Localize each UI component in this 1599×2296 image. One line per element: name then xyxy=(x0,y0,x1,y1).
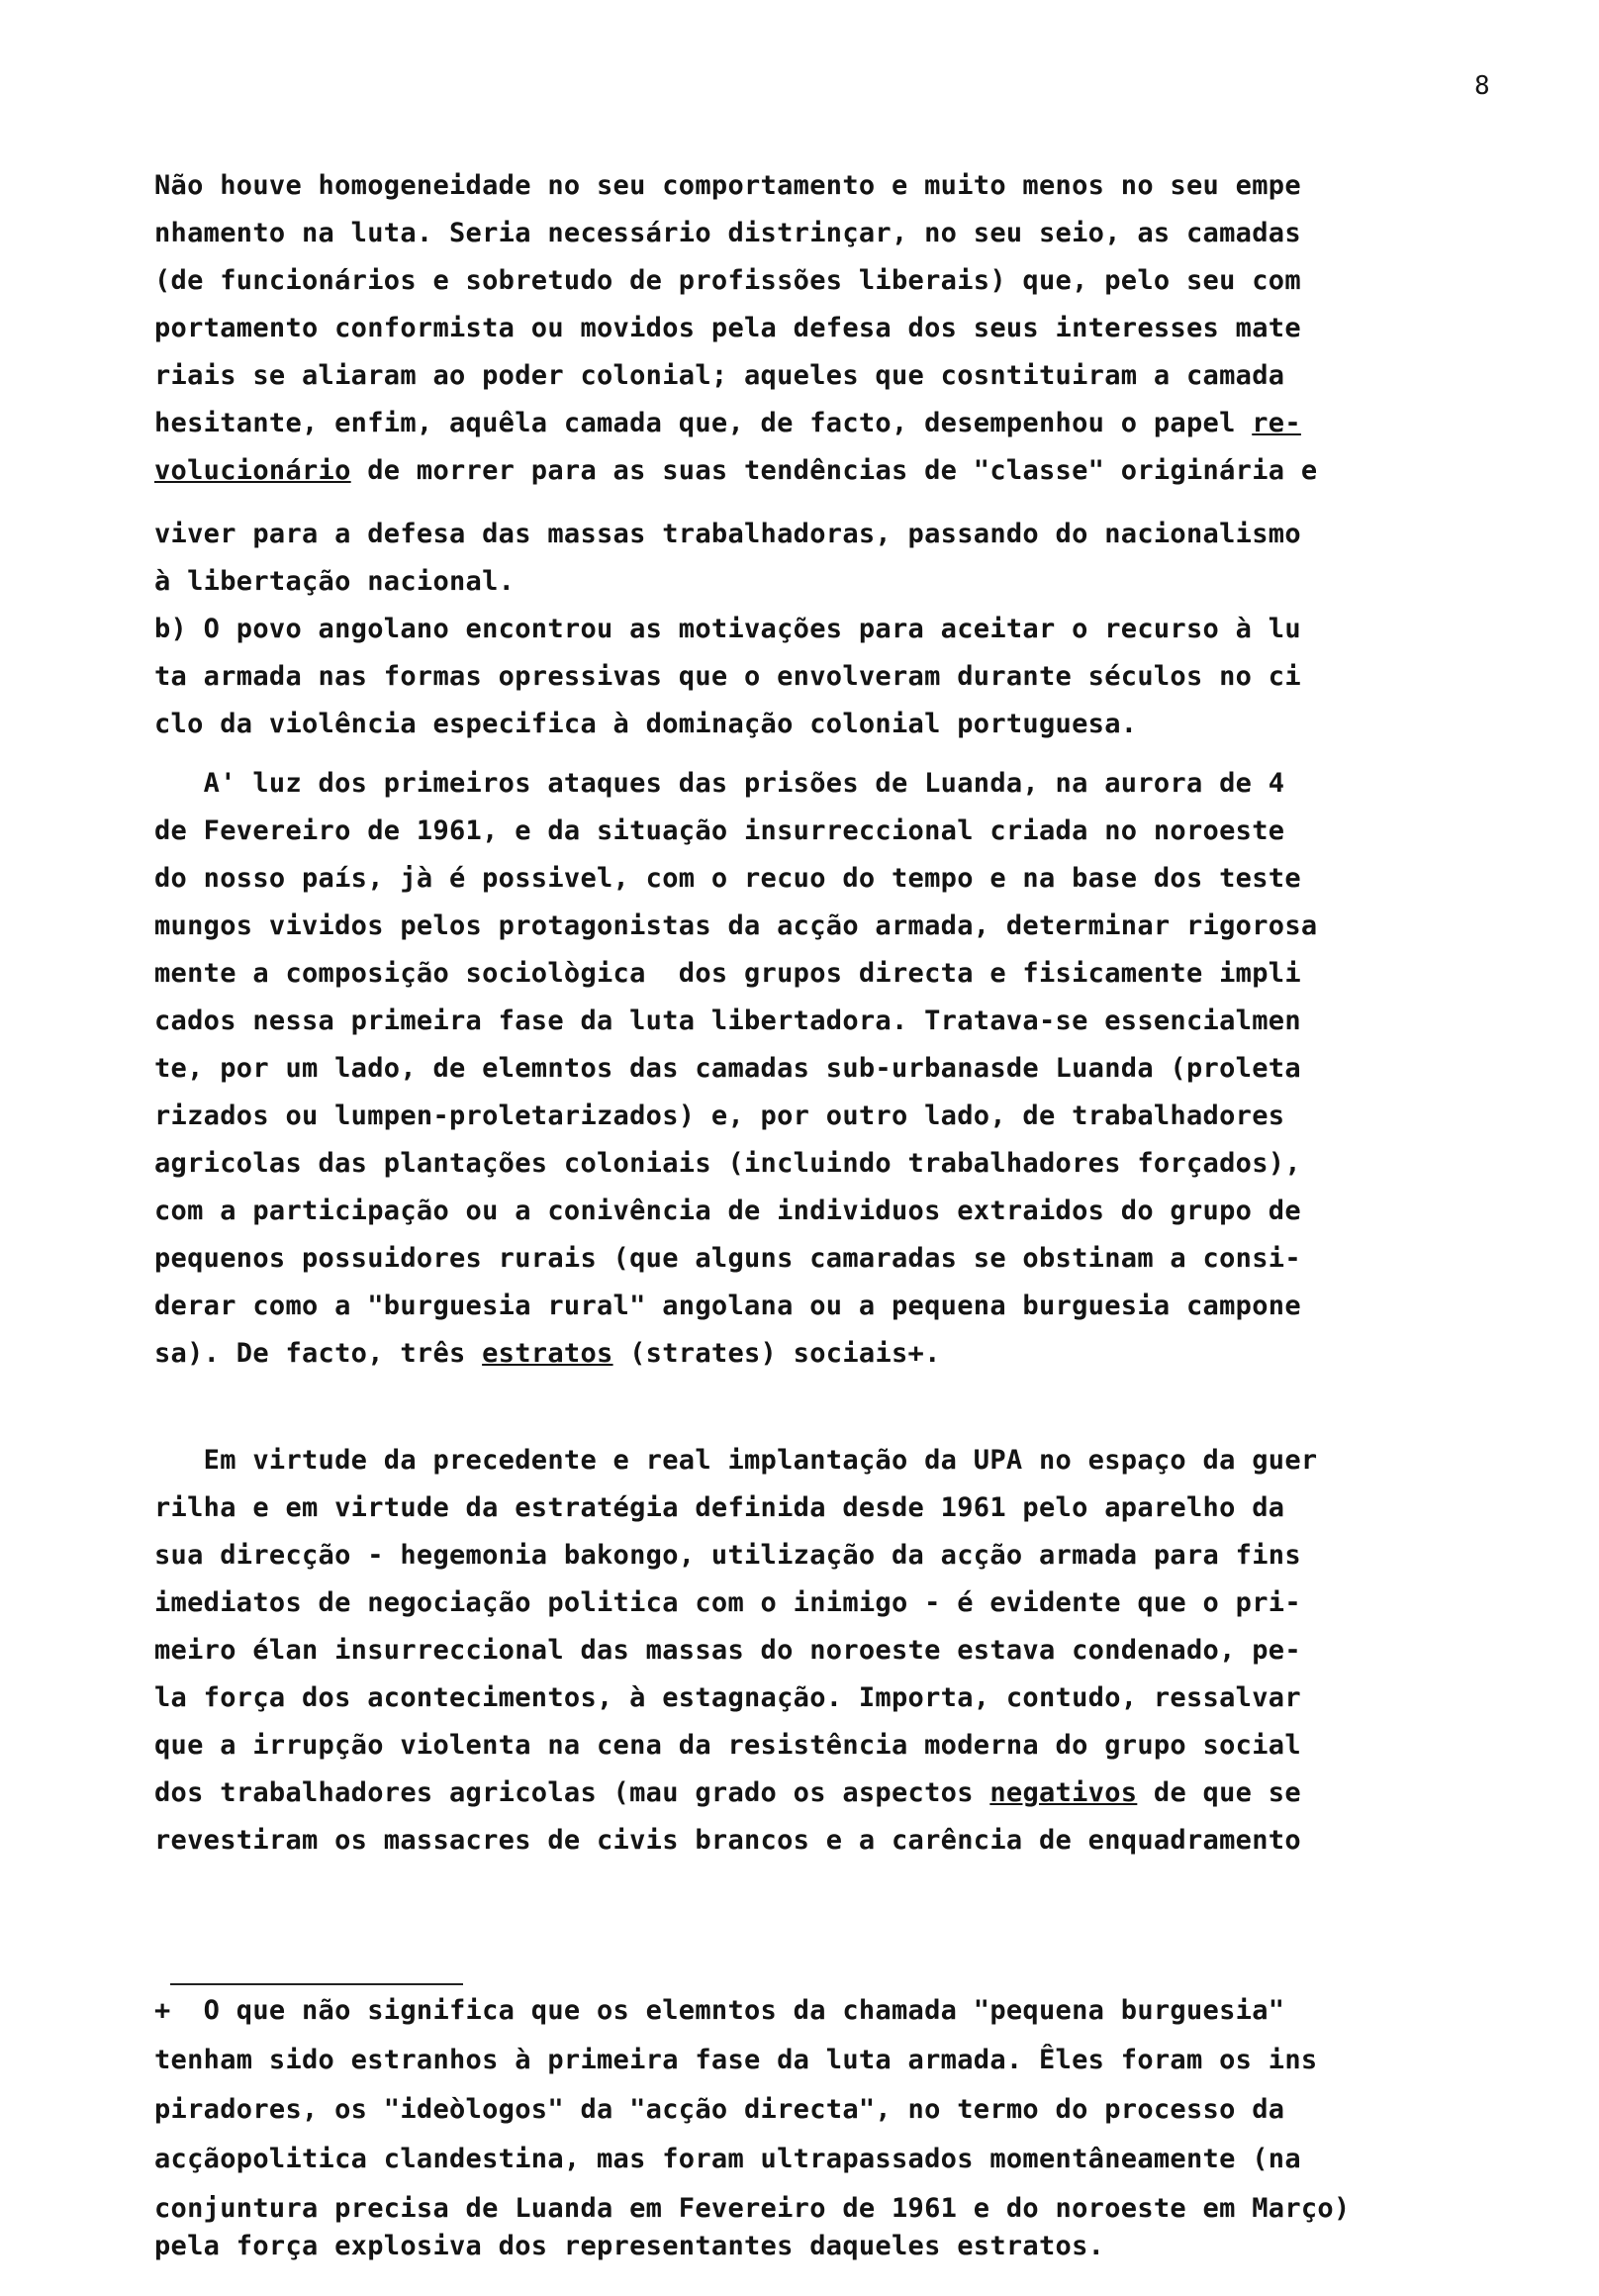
text-line: pequenos possuidores rurais (que alguns camaradas se obstinam a consi- xyxy=(154,1243,1301,1274)
text-line: Em virtude da precedente e real implantação da UPA no espaço da guer xyxy=(154,1445,1318,1476)
text-line: rilha e em virtude da estratégia definida desde 1961 pelo aparelho da xyxy=(154,1492,1285,1523)
footnote-line: conjuntura precisa de Luanda em Fevereiro de 1961 e do noroeste em Março) xyxy=(154,2193,1351,2224)
text-line: viver para a defesa das massas trabalhadoras, passando do nacionalismo xyxy=(154,519,1301,549)
text-line: riais se aliaram ao poder colonial; aqueles que cosntituiram a camada xyxy=(154,360,1285,391)
text-line: mungos vividos pelos protagonistas da acção armada, determinar rigorosa xyxy=(154,910,1318,941)
text-line: dos trabalhadores agricolas (mau grado os aspectos negativos de que se xyxy=(154,1777,1301,1808)
text-line: la força dos acontecimentos, à estagnação. Importa, contudo, ressalvar xyxy=(154,1682,1301,1713)
text-line: de Fevereiro de 1961, e da situação insurreccional criada no noroeste xyxy=(154,815,1285,846)
text-line: sua direcção - hegemonia bakongo, utilização da acção armada para fins xyxy=(154,1540,1301,1571)
footnote-line: + O que não significa que os elemntos da chamada "pequena burguesia" xyxy=(154,1995,1285,2026)
text-line: Não houve homogeneidade no seu comportamento e muito menos no seu empe xyxy=(154,170,1301,201)
footnote-line: acçãopolitica clandestina, mas foram ultrapassados momentâneamente (na xyxy=(154,2144,1301,2174)
text-line: portamento conformista ou movidos pela defesa dos seus interesses mate xyxy=(154,313,1301,343)
footnote-line: pela força explosiva dos representantes daqueles estratos. xyxy=(154,2231,1105,2261)
text-line: nhamento na luta. Seria necessário distrinçar, no seu seio, as camadas xyxy=(154,218,1301,248)
text-line: derar como a "burguesia rural" angolana ou a pequena burguesia campone xyxy=(154,1291,1301,1321)
text-line: hesitante, enfim, aquêla camada que, de facto, desempenhou o papel re- xyxy=(154,408,1301,438)
text-line: sa). De facto, três estratos (strates) sociais+. xyxy=(154,1338,941,1369)
text-line: clo da violência especifica à dominação colonial portuguesa. xyxy=(154,709,1138,739)
text-line: ta armada nas formas opressivas que o envolveram durante séculos no ci xyxy=(154,661,1301,692)
text-line: revestiram os massacres de civis brancos e a carência de enquadramento xyxy=(154,1825,1301,1856)
footnote-separator xyxy=(170,1983,463,1985)
text-line: volucionário de morrer para as suas tendências de "classe" originária e xyxy=(154,455,1318,486)
text-line: agricolas das plantações coloniais (incluindo trabalhadores forçados), xyxy=(154,1148,1301,1179)
text-line: do nosso país, jà é possivel, com o recuo do tempo e na base dos teste xyxy=(154,863,1301,894)
text-line: mente a composição sociològica dos grupos directa e fisicamente impli xyxy=(154,958,1301,989)
underlined-text: estratos xyxy=(482,1338,613,1369)
footnote-line: tenham sido estranhos à primeira fase da luta armada. Êles foram os ins xyxy=(154,2045,1318,2075)
text-line: que a irrupção violenta na cena da resistência moderna do grupo social xyxy=(154,1730,1301,1761)
text-line: (de funcionários e sobretudo de profissões liberais) que, pelo seu com xyxy=(154,265,1301,296)
text-line: imediatos de negociação politica com o inimigo - é evidente que o pri- xyxy=(154,1587,1301,1618)
underlined-text: volucionário xyxy=(154,455,351,486)
page-number: 8 xyxy=(1474,71,1490,101)
text-line: com a participação ou a conivência de individuos extraidos do grupo de xyxy=(154,1196,1301,1226)
text-line: rizados ou lumpen-proletarizados) e, por outro lado, de trabalhadores xyxy=(154,1100,1285,1131)
underlined-text: re- xyxy=(1252,408,1301,438)
underlined-text: negativos xyxy=(989,1777,1138,1808)
text-line: à libertação nacional. xyxy=(154,566,516,597)
footnote-line: piradores, os "ideòlogos" da "acção directa", no termo do processo da xyxy=(154,2094,1285,2125)
text-line: te, por um lado, de elemntos das camadas sub-urbanasde Luanda (proleta xyxy=(154,1053,1301,1084)
text-line: A' luz dos primeiros ataques das prisões de Luanda, na aurora de 4 xyxy=(154,768,1285,799)
text-line: b) O povo angolano encontrou as motivações para aceitar o recurso à lu xyxy=(154,614,1301,644)
text-line: meiro élan insurreccional das massas do noroeste estava condenado, pe- xyxy=(154,1635,1301,1666)
text-line: cados nessa primeira fase da luta libertadora. Tratava-se essencialmen xyxy=(154,1005,1301,1036)
